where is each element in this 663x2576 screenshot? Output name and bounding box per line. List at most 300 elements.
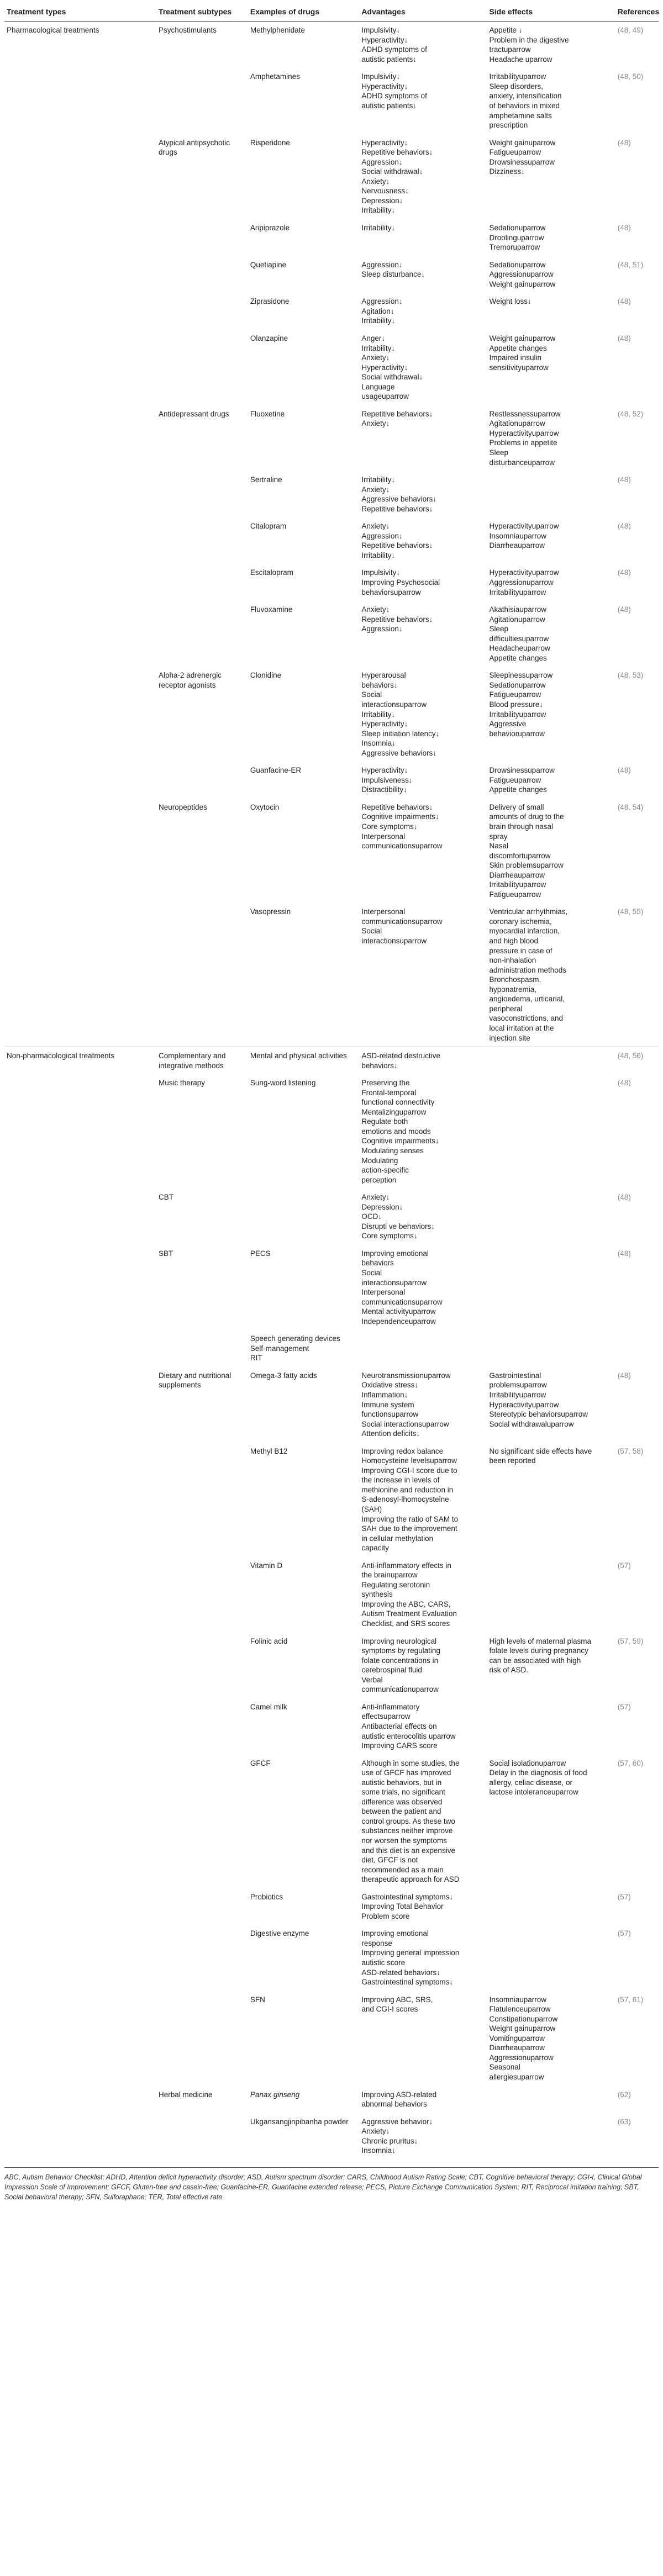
- reference-cell: (48): [617, 1371, 631, 1380]
- header-side-effects: Side effects: [487, 2, 615, 22]
- reference-cell: (48, 53): [617, 671, 644, 680]
- advantage-item: between the patient and: [361, 1807, 441, 1816]
- advantage-item: Improving CARS score: [361, 1741, 438, 1750]
- side-effect-item: Ventricular arrhythmias,: [489, 907, 568, 916]
- table-row: [4, 762, 659, 799]
- side-effects-cell: [487, 68, 615, 134]
- drug-name-cell: [248, 799, 359, 903]
- advantage-item: Mentalizinguparrow: [361, 1107, 427, 1116]
- drug-name-cell: [248, 471, 359, 518]
- side-effect-item: Insomniauparrow: [489, 1995, 547, 2004]
- drug-name-cell: [248, 405, 359, 471]
- side-effect-item: pressure in case of: [489, 946, 552, 955]
- side-effects-cell: [487, 1633, 615, 1698]
- advantage-item: control groups. As these two: [361, 1817, 455, 1825]
- drug-name-cell: [248, 1633, 359, 1698]
- advantage-item: autistic patients↓: [361, 102, 417, 110]
- treatment-subtype-cell: [156, 1991, 248, 2086]
- advantage-item: Hyperactivity↓: [361, 35, 408, 44]
- drug-name-cell: [248, 1367, 359, 1443]
- treatment-subtype-cell: [156, 1888, 248, 1925]
- advantage-item: Aggression↓: [361, 297, 403, 306]
- side-effect-item: Appetite changes: [489, 344, 547, 352]
- side-effect-item: prescription: [489, 121, 528, 130]
- treatment-subtype-cell: Music therapy: [158, 1079, 205, 1088]
- advantage-item: autistic patients↓: [361, 55, 417, 64]
- drug-name-cell: [248, 564, 359, 601]
- table-row: [4, 1557, 659, 1633]
- advantage-item: Hyperactivity↓: [361, 82, 408, 91]
- side-effects-cell: [487, 903, 615, 1047]
- advantage-item: Anxiety↓: [361, 353, 390, 362]
- advantage-item: folate concentrations in: [361, 1656, 439, 1665]
- side-effects-cell: [487, 1074, 615, 1189]
- side-effect-item: vasoconstrictions, and: [489, 1014, 564, 1023]
- drug-name: Ukgansangjinpibanha powder: [250, 2117, 349, 2126]
- advantages-cell: [359, 1557, 487, 1633]
- side-effect-item: amounts of drug to the: [489, 812, 564, 821]
- advantage-item: Interpersonal: [361, 1288, 406, 1297]
- table-row: [4, 1367, 659, 1443]
- treatment-subtype-cell: Herbal medicine: [158, 2090, 213, 2099]
- advantage-item: ASD-related destructive: [361, 1052, 440, 1060]
- advantage-item: Gastrointestinal symptoms↓: [361, 1892, 454, 1901]
- reference-cell: (48, 49): [615, 22, 659, 68]
- drug-name: Clonidine: [250, 671, 282, 680]
- advantage-item: emotions and moods: [361, 1127, 431, 1136]
- side-effect-item: allergiesuparrow: [489, 2073, 544, 2081]
- advantage-item: Repetitive behaviors↓: [361, 615, 433, 624]
- advantage-item: ASD-related behaviors↓: [361, 1968, 440, 1977]
- side-effect-item: Diarrheauparrow: [489, 541, 545, 550]
- advantage-item: Checklist, and SRS scores: [361, 1619, 450, 1628]
- reference-cell: (48): [617, 224, 631, 233]
- reference-cell: (57): [617, 1929, 631, 1938]
- drug-name: Camel milk: [250, 1702, 287, 1711]
- header-examples-of-drugs: Examples of drugs: [248, 2, 359, 22]
- table-row: [4, 471, 659, 518]
- treatment-subtype-cell: [156, 330, 248, 405]
- advantage-item: Improving Total Behavior: [361, 1902, 444, 1911]
- side-effect-item: anxiety, intensification: [489, 92, 562, 101]
- treatment-type-cell: [4, 601, 156, 667]
- drug-name: Quetiapine: [250, 260, 287, 269]
- side-effect-item: Hyperactivityuparrow: [489, 568, 559, 577]
- treatment-type-cell: [4, 134, 156, 219]
- advantage-item: behaviors↓: [361, 680, 398, 689]
- advantage-item: autistic behaviors, but in: [361, 1778, 442, 1787]
- advantage-item: Disrupti ve behaviors↓: [361, 1222, 435, 1231]
- side-effect-item: sensitivityuparrow: [489, 363, 549, 372]
- side-effect-item: Problems in appetite: [489, 439, 557, 447]
- side-effect-item: Aggressionuparrow: [489, 2053, 554, 2062]
- advantage-item: Distractibility↓: [361, 785, 407, 794]
- treatment-subtype-cell: [156, 2113, 248, 2160]
- table-row: [4, 799, 659, 903]
- advantage-item: Aggressive behavior↓: [361, 2117, 433, 2126]
- drug-name: RIT: [250, 1354, 262, 1363]
- advantage-item: Irritability↓: [361, 344, 396, 352]
- advantage-item: Aggression↓: [361, 157, 403, 166]
- drug-name: Amphetamines: [250, 72, 300, 81]
- side-effect-item: Impaired insulin: [489, 353, 541, 362]
- treatment-type-cell: [4, 1888, 156, 1925]
- treatment-subtype-cell: Atypical antipsychotic drugs: [158, 138, 230, 157]
- side-effect-item: folate levels during pregnancy: [489, 1646, 588, 1655]
- advantage-item: Anxiety↓: [361, 485, 390, 494]
- advantages-cell: [359, 1330, 487, 1367]
- drug-name-cell: [248, 22, 359, 68]
- advantage-item: Verbal: [361, 1675, 383, 1684]
- drug-name-cell: [248, 1189, 359, 1245]
- table-row: [4, 256, 659, 293]
- advantage-item: Irritability↓: [361, 710, 396, 719]
- drug-name-cell: [248, 68, 359, 134]
- advantage-item: effectsuparrow: [361, 1712, 411, 1721]
- advantage-item: (SAH): [361, 1505, 382, 1514]
- side-effect-item: Delay in the diagnosis of food: [489, 1769, 587, 1777]
- treatment-type-cell: [4, 1245, 156, 1330]
- advantages-cell: [359, 1189, 487, 1245]
- advantage-item: Interpersonal: [361, 832, 406, 841]
- table-row: [4, 405, 659, 471]
- advantage-item: Anti-inflammatory: [361, 1702, 420, 1711]
- side-effects-cell: [487, 405, 615, 471]
- side-effect-item: Appetite ↓: [489, 26, 523, 35]
- side-effect-item: Weight loss↓: [489, 297, 532, 306]
- advantage-item: the brainuparrow: [361, 1571, 418, 1580]
- drug-name: Fluoxetine: [250, 409, 285, 418]
- side-effects-cell: [487, 471, 615, 518]
- reference-cell: (48): [617, 1193, 631, 1202]
- treatment-subtype-cell: SBT: [158, 1249, 173, 1258]
- advantage-item: difference was observed: [361, 1797, 443, 1806]
- treatment-type-cell: [4, 1367, 156, 1443]
- advantage-item: Hyperactivity↓: [361, 138, 408, 147]
- drug-name-cell: [248, 1698, 359, 1755]
- advantage-item: communicationsuparrow: [361, 1297, 443, 1306]
- drug-name-cell: [248, 1443, 359, 1557]
- advantages-cell: [359, 405, 487, 471]
- advantage-item: Repetitive behaviors↓: [361, 148, 433, 157]
- advantage-item: Irritability↓: [361, 206, 396, 215]
- side-effects-cell: [487, 762, 615, 799]
- side-effect-item: spray: [489, 832, 508, 841]
- table-row: [4, 601, 659, 667]
- table-row: [4, 518, 659, 564]
- advantage-item: Regulate both: [361, 1117, 408, 1126]
- side-effect-item: Aggressionuparrow: [489, 578, 554, 587]
- side-effect-item: Drowsinessuparrow: [489, 157, 555, 166]
- advantage-item: Anxiety↓: [361, 177, 390, 186]
- advantages-cell: [359, 219, 487, 256]
- side-effects-cell: [487, 564, 615, 601]
- side-effects-cell: [487, 293, 615, 330]
- reference-cell: (48, 55): [617, 907, 644, 916]
- advantage-item: Oxidative stress↓: [361, 1381, 419, 1390]
- drug-name: Sertraline: [250, 476, 282, 484]
- table-row: [4, 330, 659, 405]
- advantages-cell: [359, 256, 487, 293]
- advantages-cell: [359, 601, 487, 667]
- advantage-item: Aggression↓: [361, 531, 403, 540]
- side-effect-item: Diarrheauparrow: [489, 870, 545, 879]
- advantage-item: symptoms by regulating: [361, 1646, 440, 1655]
- side-effect-item: Fatigueuparrow: [489, 890, 541, 899]
- side-effect-item: Irritabilityuparrow: [489, 72, 546, 81]
- advantage-item: Mental activityuparrow: [361, 1307, 436, 1316]
- drug-name-cell: [248, 2113, 359, 2160]
- drug-name: Escitalopram: [250, 568, 293, 577]
- side-effect-item: Sleep: [489, 625, 508, 634]
- advantage-item: the increase in levels of: [361, 1476, 440, 1485]
- side-effects-cell: [487, 2113, 615, 2160]
- advantage-item: Chronic pruritus↓: [361, 2136, 418, 2145]
- reference-cell: (57, 61): [617, 1995, 644, 2004]
- drug-name: Omega-3 fatty acids: [250, 1371, 317, 1380]
- side-effect-item: Irritabilityuparrow: [489, 710, 546, 719]
- advantage-item: Problem score: [361, 1912, 410, 1920]
- advantages-cell: [359, 564, 487, 601]
- advantage-item: perception: [361, 1175, 397, 1184]
- side-effect-item: Irritabilityuparrow: [489, 1391, 546, 1399]
- drug-name-cell: [248, 1047, 359, 1075]
- advantage-item: Irritability↓: [361, 476, 396, 484]
- side-effect-item: Gastrointestinal: [489, 1371, 541, 1380]
- advantage-item: Modulating senses: [361, 1146, 424, 1155]
- advantages-cell: [359, 1991, 487, 2086]
- drug-name-cell: [248, 2086, 359, 2113]
- treatment-type-cell: [4, 799, 156, 903]
- treatment-type-cell: [4, 1698, 156, 1755]
- advantage-item: capacity: [361, 1544, 389, 1553]
- treatment-table: [4, 2, 659, 2160]
- treatment-subtype-cell: [156, 471, 248, 518]
- treatment-type-cell: [4, 330, 156, 405]
- advantage-item: Although in some studies, the: [361, 1759, 460, 1767]
- advantage-item: Core symptoms↓: [361, 1232, 418, 1241]
- side-effect-item: problemsuparrow: [489, 1381, 547, 1390]
- reference-cell: (48): [617, 138, 631, 147]
- advantage-item: abnormal behaviors: [361, 2100, 427, 2109]
- advantage-item: Insomnia↓: [361, 739, 396, 748]
- drug-name-cell: [248, 1074, 359, 1189]
- table-row: [4, 564, 659, 601]
- treatment-subtype-cell: [156, 903, 248, 1047]
- advantage-item: Aggressive behaviors↓: [361, 748, 437, 757]
- treatment-subtype-cell: CBT: [158, 1193, 173, 1202]
- advantage-item: Aggressive behaviors↓: [361, 495, 437, 504]
- table-row: [4, 134, 659, 219]
- advantage-item: Impulsivity↓: [361, 568, 401, 577]
- drug-name-cell: [248, 1991, 359, 2086]
- side-effect-item: Insomniauparrow: [489, 531, 547, 540]
- side-effect-item: brain through nasal: [489, 822, 554, 831]
- header-treatment-types: Treatment types: [4, 2, 156, 22]
- side-effect-item: Seasonal: [489, 2063, 520, 2072]
- advantage-item: Improving Psychosocial: [361, 578, 440, 587]
- treatment-type-cell: [4, 518, 156, 564]
- drug-name: GFCF: [250, 1759, 271, 1767]
- treatment-type-cell: [4, 293, 156, 330]
- advantage-item: Regulating serotonin: [361, 1580, 430, 1589]
- advantage-item: nor worsen the symptoms: [361, 1836, 447, 1845]
- advantage-item: Autism Treatment Evaluation: [361, 1609, 457, 1618]
- advantage-item: autistic score: [361, 1958, 406, 1967]
- side-effect-item: Aggressive: [489, 720, 527, 729]
- side-effects-cell: [487, 330, 615, 405]
- advantage-item: Repetitive behaviors↓: [361, 541, 433, 550]
- treatment-subtype-cell: Neuropeptides: [158, 803, 207, 811]
- side-effect-item: Akathisiauparrow: [489, 605, 547, 614]
- treatment-subtype-cell: [156, 518, 248, 564]
- advantage-item: Nervousness↓: [361, 187, 409, 196]
- drug-name: Methyl B12: [250, 1447, 288, 1455]
- treatment-subtype-cell: [156, 1443, 248, 1557]
- reference-cell: (63): [617, 2117, 631, 2126]
- drug-name: Probiotics: [250, 1892, 283, 1901]
- advantage-item: cerebrospinal fluid: [361, 1666, 422, 1675]
- treatment-type-cell: [4, 1074, 156, 1189]
- treatment-type-cell: [4, 1330, 156, 1367]
- reference-cell: (48): [617, 522, 631, 531]
- side-effect-item: Headache uparrow: [489, 55, 552, 64]
- side-effect-item: peripheral: [489, 1004, 523, 1013]
- advantage-item: Improving general impression: [361, 1949, 460, 1957]
- advantage-item: Hyperactivity↓: [361, 363, 408, 372]
- table-row: [4, 2113, 659, 2160]
- treatment-subtype-cell: [156, 1330, 248, 1367]
- treatment-subtype-cell: [156, 68, 248, 134]
- side-effects-cell: [487, 799, 615, 903]
- treatment-type-cell: [4, 1991, 156, 2086]
- advantages-cell: [359, 1074, 487, 1189]
- advantages-cell: [359, 68, 487, 134]
- side-effect-item: Fatigueuparrow: [489, 690, 541, 699]
- side-effect-item: Weight gainuparrow: [489, 138, 556, 147]
- drug-name: Methylphenidate: [250, 26, 305, 35]
- advantage-item: Improving redox balance: [361, 1447, 444, 1455]
- reference-cell: (48): [617, 476, 631, 484]
- advantage-item: OCD↓: [361, 1212, 382, 1221]
- drug-name-cell: [248, 903, 359, 1047]
- advantage-item: S-adenosyl-lhomocysteine: [361, 1495, 449, 1504]
- advantage-item: Impulsiveness↓: [361, 775, 413, 784]
- table-body: [4, 22, 659, 2160]
- advantage-item: Cognitive impairments↓: [361, 1137, 439, 1146]
- advantages-cell: [359, 1925, 487, 1991]
- advantage-item: use of GFCF has improved: [361, 1769, 451, 1777]
- table-row: [4, 1991, 659, 2086]
- side-effects-cell: [487, 219, 615, 256]
- advantage-item: methionine and reduction in: [361, 1485, 454, 1494]
- treatment-type-cell: [4, 667, 156, 762]
- side-effect-item: behavioruparrow: [489, 729, 545, 738]
- advantages-cell: [359, 134, 487, 219]
- side-effects-cell: [487, 256, 615, 293]
- table-row: [4, 1633, 659, 1698]
- side-effect-item: of behaviors in mixed: [489, 102, 560, 110]
- side-effect-item: Aggressionuparrow: [489, 270, 554, 279]
- treatment-subtype-cell: Alpha-2 adrenergic receptor agonists: [158, 671, 222, 689]
- reference-cell: (57, 59): [617, 1637, 644, 1645]
- advantages-cell: [359, 293, 487, 330]
- side-effect-item: Irritabilityuparrow: [489, 880, 546, 889]
- treatment-subtype-cell: [156, 564, 248, 601]
- side-effect-item: myocardial infarction,: [489, 927, 560, 936]
- side-effect-item: Hyperactivityuparrow: [489, 522, 559, 531]
- advantage-item: recommended as a main: [361, 1865, 444, 1874]
- reference-cell: [615, 1330, 659, 1367]
- side-effect-item: Sleep disorders,: [489, 82, 544, 91]
- treatment-subtype-cell: [156, 256, 248, 293]
- advantage-item: Irritability↓: [361, 316, 396, 325]
- drug-name-cell: [248, 219, 359, 256]
- advantage-item: SAH due to the improvement: [361, 1524, 457, 1533]
- header-treatment-subtypes: Treatment subtypes: [156, 2, 248, 22]
- advantage-item: Anxiety↓: [361, 522, 390, 531]
- side-effect-item: Diarrheauparrow: [489, 2044, 545, 2052]
- advantages-cell: [359, 1698, 487, 1755]
- drug-name: Oxytocin: [250, 803, 280, 811]
- advantage-item: Social withdrawal↓: [361, 373, 423, 382]
- advantage-item: Repetitive behaviors↓: [361, 409, 433, 418]
- treatment-type-cell: [4, 1925, 156, 1991]
- reference-cell: (48, 52): [617, 409, 644, 418]
- reference-cell: (48, 56): [615, 1047, 659, 1075]
- drug-name-cell: [248, 256, 359, 293]
- reference-cell: (48, 54): [617, 803, 644, 811]
- side-effect-item: amphetamine salts: [489, 111, 552, 120]
- header-references: References: [615, 2, 659, 22]
- reference-cell: (57): [617, 1561, 631, 1570]
- reference-cell: (57, 58): [617, 1447, 644, 1455]
- advantage-item: ADHD symptoms of: [361, 92, 427, 101]
- advantage-item: Repetitive behaviors↓: [361, 803, 433, 811]
- side-effect-item: Problem in the digestive: [489, 35, 569, 44]
- side-effect-item: coronary ischemia,: [489, 917, 552, 926]
- treatment-subtype-cell: [156, 1698, 248, 1755]
- table-row: [4, 1888, 659, 1925]
- side-effect-item: Irritabilityuparrow: [489, 588, 546, 597]
- advantage-item: Cognitive impairments↓: [361, 812, 439, 821]
- treatment-type-cell: [4, 2113, 156, 2160]
- advantage-item: ADHD symptoms of: [361, 45, 427, 54]
- advantages-cell: [359, 2113, 487, 2160]
- side-effects-cell: [487, 2086, 615, 2113]
- drug-name-cell: [248, 134, 359, 219]
- advantage-item: interactionsuparrow: [361, 937, 427, 946]
- advantage-item: Improving ABC, SRS,: [361, 1995, 433, 2004]
- advantage-item: synthesis: [361, 1590, 393, 1599]
- advantage-item: Repetitive behaviors↓: [361, 504, 433, 513]
- side-effects-cell: [487, 1189, 615, 1245]
- drug-name-cell: [248, 1925, 359, 1991]
- side-effect-item: High levels of maternal plasma: [489, 1637, 592, 1645]
- treatment-type-cell: [4, 564, 156, 601]
- drug-name: Self-management: [250, 1344, 309, 1353]
- advantage-item: Preserving the: [361, 1079, 410, 1088]
- side-effect-item: Sedationuparrow: [489, 224, 546, 233]
- advantages-cell: [359, 330, 487, 405]
- advantage-item: Social: [361, 927, 382, 936]
- side-effect-item: Vomitinguparrow: [489, 2034, 545, 2042]
- drug-name: Vitamin D: [250, 1561, 283, 1570]
- drug-name-cell: [248, 330, 359, 405]
- table-row: [4, 903, 659, 1047]
- advantage-item: Modulating: [361, 1156, 398, 1165]
- drug-name: Vasopressin: [250, 907, 291, 916]
